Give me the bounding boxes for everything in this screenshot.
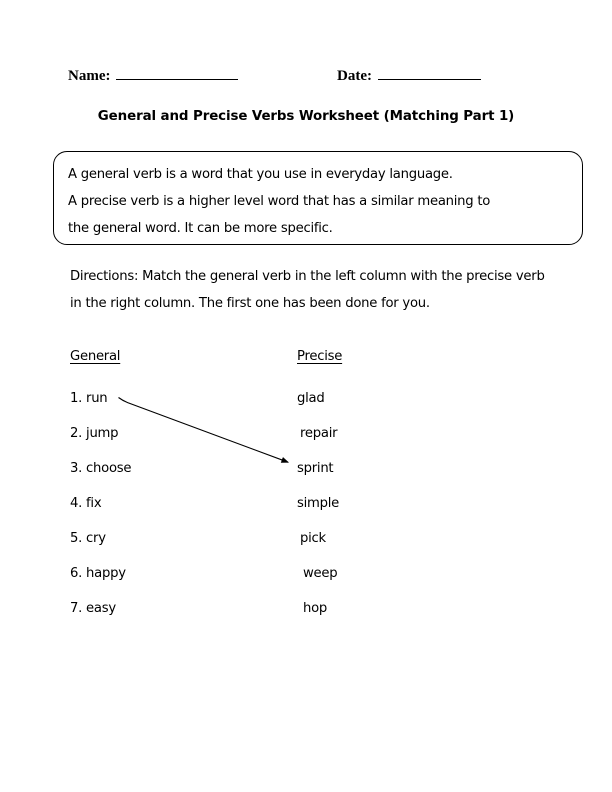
date-label: Date: <box>337 68 372 84</box>
page-title: General and Precise Verbs Worksheet (Matching Part 1) <box>97 109 515 124</box>
name-blank-line[interactable] <box>116 66 238 80</box>
list-item[interactable]: 3. choose <box>70 461 132 476</box>
directions-text: Directions: Match the general verb in the left column with the precise verb in the right column. The first one has been done for you. <box>70 269 545 311</box>
list-item[interactable]: repair <box>300 426 338 441</box>
definition-line-1: A general verb is a word that you use in everyday language. <box>68 167 453 182</box>
list-item[interactable]: hop <box>303 601 328 616</box>
date-field <box>337 66 481 84</box>
list-item[interactable]: simple <box>297 496 340 511</box>
list-item[interactable]: 7. easy <box>70 601 116 616</box>
name-label: Name: <box>68 68 111 84</box>
directions <box>70 263 550 317</box>
name-field <box>68 66 238 84</box>
definition-box <box>53 151 583 245</box>
date-blank-line[interactable] <box>378 66 481 80</box>
list-item[interactable]: weep <box>303 566 338 581</box>
column-header-general: General <box>70 349 121 364</box>
student-info-row <box>0 66 612 90</box>
list-item[interactable]: 2. jump <box>70 426 119 441</box>
list-item[interactable]: 1. run <box>70 391 108 406</box>
list-item[interactable]: sprint <box>297 461 334 476</box>
definition-text <box>68 161 572 242</box>
list-item[interactable]: pick <box>300 531 326 546</box>
list-item[interactable]: 4. fix <box>70 496 102 511</box>
column-header-precise: Precise <box>297 349 343 364</box>
list-item[interactable]: 6. happy <box>70 566 126 581</box>
definition-line-3: the general word. It can be more specific. <box>68 221 333 236</box>
list-item[interactable]: 5. cry <box>70 531 106 546</box>
definition-line-2: A precise verb is a higher level word that has a similar meaning to <box>68 194 491 209</box>
list-item[interactable]: glad <box>297 391 325 406</box>
